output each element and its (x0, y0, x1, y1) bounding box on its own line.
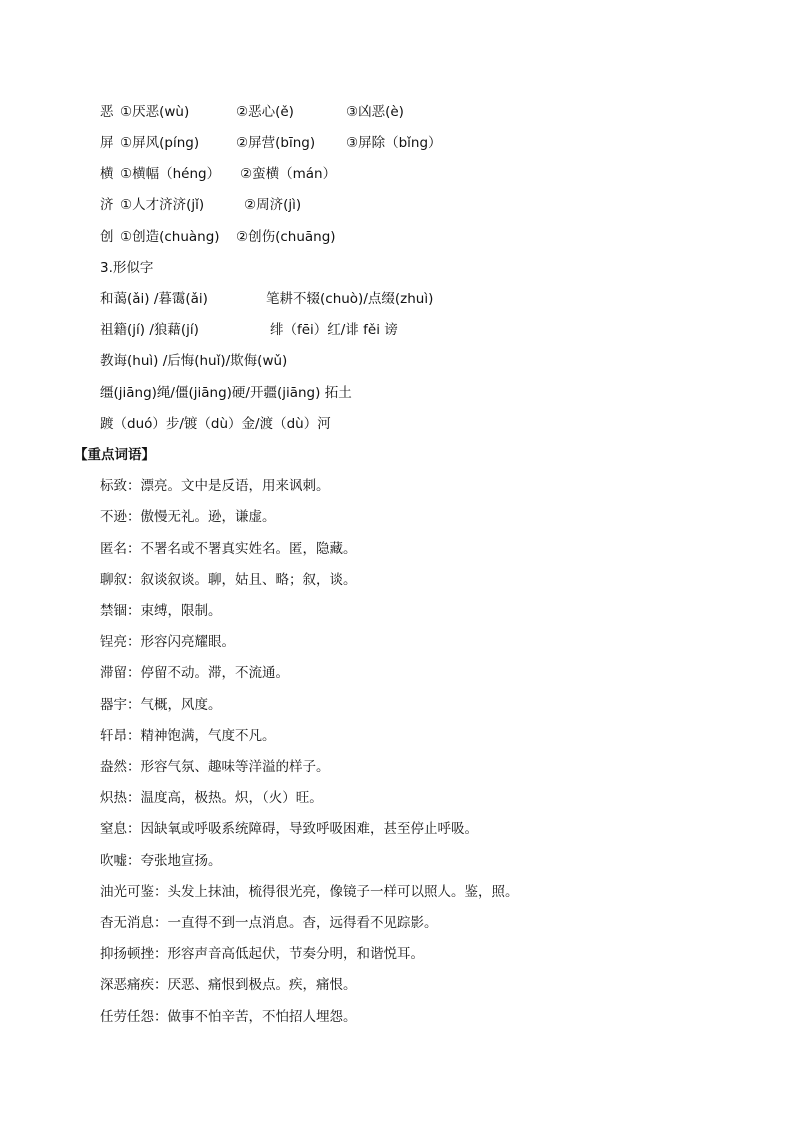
vocab-item: 聊叙：叙谈叙谈。聊，姑且、略；叙，谈。 (100, 572, 357, 588)
polyphone-char: 屏 (100, 135, 114, 151)
similar-left: 祖籍(jí) /狼藉(jí) (100, 322, 199, 338)
polyphone-item: ①屏风(píng) (120, 135, 200, 151)
polyphone-item: ③凶恶(è) (346, 104, 404, 120)
polyphone-item: ②周济(jì) (244, 197, 302, 213)
similar-left: 和蔼(ǎi) /暮霭(ǎi) (100, 291, 208, 307)
polyphone-item: ②创伤(chuāng) (236, 229, 336, 245)
vocab-item: 抑扬顿挫：形容声音高低起伏，节奏分明，和谐悦耳。 (100, 946, 424, 962)
similar-right: 绯（fēi）红/诽 fěi 谤 (270, 322, 398, 338)
polyphone-item: ②屏营(bīng) (236, 135, 316, 151)
polyphone-item: ③屏除（bǐng） (346, 135, 442, 151)
section-heading: 【重点词语】 (74, 447, 155, 463)
polyphone-char: 济 (100, 197, 114, 213)
polyphone-item: ①人才济济(jǐ) (120, 197, 205, 213)
vocab-item: 禁锢：束缚，限制。 (100, 603, 222, 619)
similar-right: 笔耕不辍(chuò)/点缀(zhuì) (266, 291, 434, 307)
polyphone-char: 恶 (100, 104, 114, 120)
vocab-item: 杳无消息：一直得不到一点消息。杳，远得看不见踪影。 (100, 915, 438, 931)
vocab-item: 吹嘘：夸张地宣扬。 (100, 853, 222, 869)
vocab-item: 窒息：因缺氧或呼吸系统障碍，导致呼吸困难，甚至停止呼吸。 (100, 821, 478, 837)
vocab-item: 轩昂：精神饱满，气度不凡。 (100, 728, 276, 744)
polyphone-item: ①创造(chuàng) (120, 229, 220, 245)
vocab-item: 匿名：不署名或不署真实姓名。匿，隐藏。 (100, 541, 357, 557)
polyphone-char: 创 (100, 229, 114, 245)
vocab-item: 锃亮：形容闪亮耀眼。 (100, 634, 235, 650)
polyphone-item: ②蛮横（mán） (240, 166, 337, 182)
polyphone-item: ①横幅（héng） (120, 166, 221, 182)
similar-left: 踱（duó）步/镀（dù）金/渡（dù）河 (100, 416, 331, 432)
similar-left: 教诲(huì) /后悔(huǐ)/欺侮(wǔ) (100, 353, 288, 369)
vocab-item: 标致：漂亮。文中是反语，用来讽刺。 (100, 478, 330, 494)
polyphone-item: ①厌恶(wù) (120, 104, 190, 120)
section-heading: 3.形似字 (100, 260, 154, 276)
vocab-item: 炽热：温度高，极热。炽，（火）旺。 (100, 790, 323, 806)
vocab-item: 深恶痛疾：厌恶、痛恨到极点。疾，痛恨。 (100, 977, 357, 993)
vocab-item: 盎然：形容气氛、趣味等洋溢的样子。 (100, 759, 330, 775)
vocab-item: 任劳任怨：做事不怕辛苦，不怕招人埋怨。 (100, 1009, 357, 1025)
similar-left: 缰(jiāng)绳/僵(jiāng)硬/开疆(jiāng) 拓土 (100, 385, 352, 401)
vocab-item: 器宇：气概，风度。 (100, 697, 222, 713)
polyphone-item: ②恶心(ě) (236, 104, 294, 120)
polyphone-char: 横 (100, 166, 114, 182)
vocab-item: 不逊：傲慢无礼。逊，谦虚。 (100, 509, 276, 525)
vocab-item: 油光可鉴：头发上抹油，梳得很光亮，像镜子一样可以照人。鉴，照。 (100, 884, 519, 900)
vocab-item: 滞留：停留不动。滞，不流通。 (100, 665, 289, 681)
